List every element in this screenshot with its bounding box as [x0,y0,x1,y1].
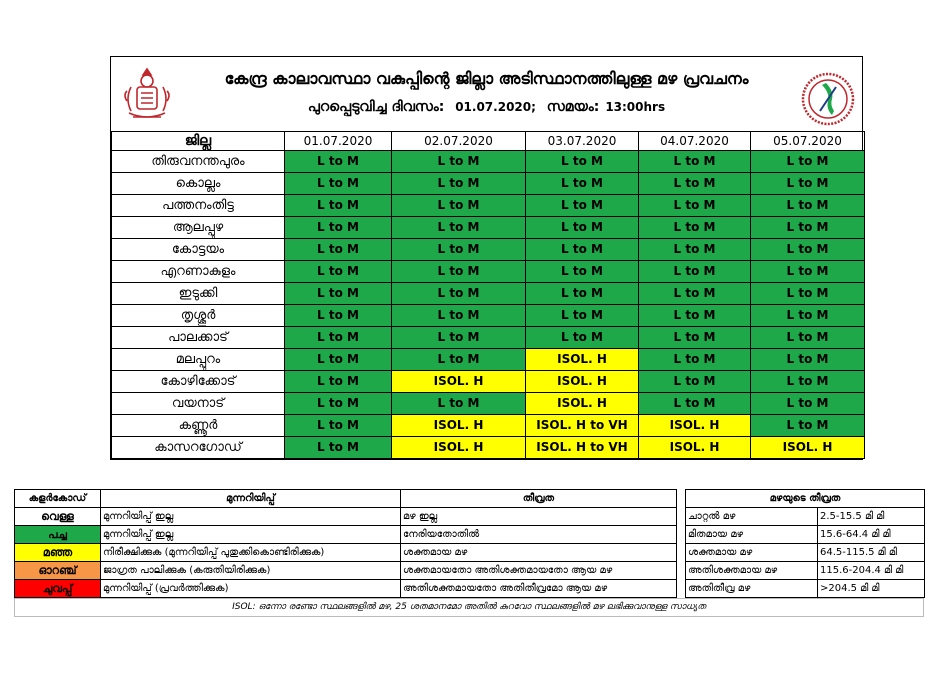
severity-text: മഴ ഇല്ല [401,508,677,526]
forecast-cell: L to M [285,305,392,327]
intensity-range: 64.5-115.5 മി മി [818,544,925,562]
forecast-cell: L to M [751,239,865,261]
district-name: കൊല്ലം [112,173,285,195]
forecast-cell: L to M [392,305,526,327]
forecast-cell: L to M [751,195,865,217]
legend-header-code: കളർകോഡ് [15,490,101,508]
district-name: തൃശ്ശൂർ [112,305,285,327]
table-row [112,305,865,327]
table-row [112,437,865,459]
date-column-header: 04.07.2020 [639,132,751,151]
forecast-cell: L to M [392,239,526,261]
district-column-header: ജില്ല [112,132,285,151]
forecast-cell: L to M [751,327,865,349]
forecast-cell: L to M [751,415,865,437]
intensity-label: അതിതീവ്ര മഴ [686,580,818,598]
forecast-header-row [112,132,865,151]
forecast-cell: L to M [392,151,526,173]
forecast-cell: L to M [285,217,392,239]
forecast-cell: L to M [751,305,865,327]
forecast-cell: L to M [285,239,392,261]
date-column-header: 03.07.2020 [526,132,639,151]
forecast-cell: L to M [526,239,639,261]
time-value: 13:00hrs [605,100,666,114]
forecast-cell: L to M [285,151,392,173]
intensity-range: 2.5-15.5 മി മി [818,508,925,526]
severity-text: നേരിയതോതിൽ [401,526,677,544]
forecast-cell: L to M [285,261,392,283]
warning-text: മുന്നറിയിപ്പ് (പ്രവർത്തിക്കുക) [101,580,401,598]
legend-row [15,508,677,526]
district-name: മലപ്പുറം [112,349,285,371]
forecast-cell: L to M [639,217,751,239]
legend-header-warning: മുന്നറിയിപ്പ് [101,490,401,508]
forecast-cell: L to M [526,261,639,283]
forecast-table [111,131,865,459]
forecast-header [111,57,862,131]
color-code-legend [14,489,677,598]
forecast-cell: L to M [526,327,639,349]
intensity-header-row [686,490,925,508]
intensity-row [686,508,925,526]
table-row [112,415,865,437]
forecast-cell: ISOL. H to VH [526,437,639,459]
severity-text: ശക്തമായതോ അതിശക്തമായതോ ആയ മഴ [401,562,677,580]
forecast-cell: L to M [751,217,865,239]
forecast-cell: L to M [639,239,751,261]
forecast-cell: L to M [392,327,526,349]
intensity-range: 15.6-64.4 മി മി [818,526,925,544]
color-code-swatch: വെള്ള [15,508,101,526]
forecast-cell: L to M [392,195,526,217]
forecast-cell: L to M [285,393,392,415]
forecast-cell: ISOL. H [392,415,526,437]
district-name: പാലക്കാട് [112,327,285,349]
legend-row [15,562,677,580]
forecast-cell: ISOL. H [526,371,639,393]
forecast-cell: L to M [751,371,865,393]
date-column-header: 05.07.2020 [751,132,865,151]
severity-text: ശക്തമായ മഴ [401,544,677,562]
forecast-cell: ISOL. H [526,349,639,371]
warning-text: മുന്നറിയിപ്പ് ഇല്ല [101,508,401,526]
forecast-cell: ISOL. H [751,437,865,459]
forecast-panel [110,56,863,460]
forecast-cell: L to M [751,393,865,415]
district-name: കോട്ടയം [112,239,285,261]
forecast-cell: L to M [285,327,392,349]
table-row [112,283,865,305]
date-column-header: 01.07.2020 [285,132,392,151]
district-name: വയനാട് [112,393,285,415]
date-column-header: 02.07.2020 [392,132,526,151]
table-row [112,327,865,349]
forecast-cell: L to M [639,393,751,415]
forecast-cell: ISOL. H [526,393,639,415]
forecast-cell: L to M [639,371,751,393]
table-row [112,217,865,239]
forecast-cell: L to M [285,195,392,217]
district-name: കോഴിക്കോട് [112,371,285,393]
forecast-table-body [112,151,865,459]
color-code-swatch: ഓറഞ്ച് [15,562,101,580]
forecast-cell: L to M [639,151,751,173]
legend-header-severity: തീവ്രത [401,490,677,508]
legend-row [15,544,677,562]
district-name: എറണാകുളം [112,261,285,283]
table-row [112,393,865,415]
time-label: സമയം: [546,99,600,115]
forecast-cell: L to M [526,305,639,327]
table-row [112,261,865,283]
issued-date: 01.07.2020; [455,100,536,114]
forecast-cell: L to M [392,217,526,239]
forecast-cell: L to M [751,151,865,173]
forecast-cell: L to M [526,283,639,305]
forecast-cell: L to M [285,437,392,459]
warning-text: മുന്നറിയിപ്പ് ഇല്ല [101,526,401,544]
district-name: ഇടുക്കി [112,283,285,305]
table-row [112,349,865,371]
legend-row [15,526,677,544]
intensity-row [686,562,925,580]
forecast-cell: L to M [639,327,751,349]
forecast-cell: L to M [392,349,526,371]
intensity-row [686,580,925,598]
forecast-cell: L to M [392,393,526,415]
table-row [112,195,865,217]
forecast-cell: L to M [751,261,865,283]
district-name: കാസറഗോഡ് [112,437,285,459]
forecast-cell: ISOL. H [392,371,526,393]
page-title: കേന്ദ്ര കാലാവസ്ഥാ വകുപ്പിന്റെ ജില്ലാ അടിസ്ഥാനത്തിലുള്ള മഴ പ്രവചനം [224,69,749,88]
intensity-row [686,544,925,562]
forecast-cell: L to M [392,173,526,195]
forecast-cell: L to M [526,151,639,173]
district-name: കണ്ണൂർ [112,415,285,437]
intensity-label: ചാറ്റൽ മഴ [686,508,818,526]
forecast-cell: L to M [285,415,392,437]
forecast-cell: L to M [526,217,639,239]
forecast-cell: L to M [285,173,392,195]
forecast-cell: ISOL. H [392,437,526,459]
forecast-cell: L to M [285,283,392,305]
legend-header-row [15,490,677,508]
forecast-cell: L to M [392,261,526,283]
severity-text: അതിശക്തമായതോ അതിതീവ്രമോ ആയ മഴ [401,580,677,598]
color-code-swatch: ചുവപ്പ് [15,580,101,598]
intensity-row [686,526,925,544]
intensity-header: മഴയുടെ തീവ്രത [686,490,925,508]
issue-info [111,99,862,115]
forecast-cell: L to M [285,349,392,371]
forecast-cell: L to M [639,195,751,217]
intensity-range: 115.6-204.4 മി മി [818,562,925,580]
intensity-label: അതിശക്തമായ മഴ [686,562,818,580]
intensity-range: >204.5 മി മി [818,580,925,598]
forecast-cell: ISOL. H [639,437,751,459]
forecast-cell: L to M [639,283,751,305]
issued-label: പുറപ്പെടുവിച്ച ദിവസം: [307,99,445,115]
forecast-cell: L to M [751,283,865,305]
forecast-cell: L to M [526,173,639,195]
forecast-cell: L to M [639,173,751,195]
forecast-cell: L to M [639,349,751,371]
forecast-cell: L to M [639,261,751,283]
table-row [112,173,865,195]
warning-text: ജാഗ്രത പാലിക്കുക (കരുതിയിരിക്കുക) [101,562,401,580]
color-code-swatch: മഞ്ഞ [15,544,101,562]
intensity-label: മിതമായ മഴ [686,526,818,544]
forecast-cell: L to M [392,283,526,305]
warning-text: നിരീക്ഷിക്കുക (മുന്നറിയിപ്പ് പുതുക്കികൊണ്ടിരിക്കുക) [101,544,401,562]
intensity-label: ശക്തമായ മഴ [686,544,818,562]
forecast-cell: ISOL. H [639,415,751,437]
table-row [112,371,865,393]
forecast-cell: L to M [639,305,751,327]
legend-row [15,580,677,598]
forecast-cell: L to M [285,371,392,393]
table-row [112,239,865,261]
forecast-cell: ISOL. H to VH [526,415,639,437]
district-name: പത്തനംതിട്ട [112,195,285,217]
rain-intensity-table [685,489,925,598]
color-code-swatch: പച്ച [15,526,101,544]
ksdma-logo-icon [800,71,856,127]
forecast-cell: L to M [751,349,865,371]
isol-footnote: ISOL: ഒന്നോ രണ്ടോ സ്ഥലങ്ങളിൽ മഴ, 25 ശതമാനമോ അതിൽ കുറവോ സ്ഥലങ്ങളിൽ മഴ ലഭിക്കുവാനുള്ള സാധ്യത [14,598,924,617]
district-name: ആലപ്പുഴ [112,217,285,239]
district-name: തിരുവനന്തപുരം [112,151,285,173]
forecast-cell: L to M [751,173,865,195]
forecast-cell: L to M [526,195,639,217]
table-row [112,151,865,173]
